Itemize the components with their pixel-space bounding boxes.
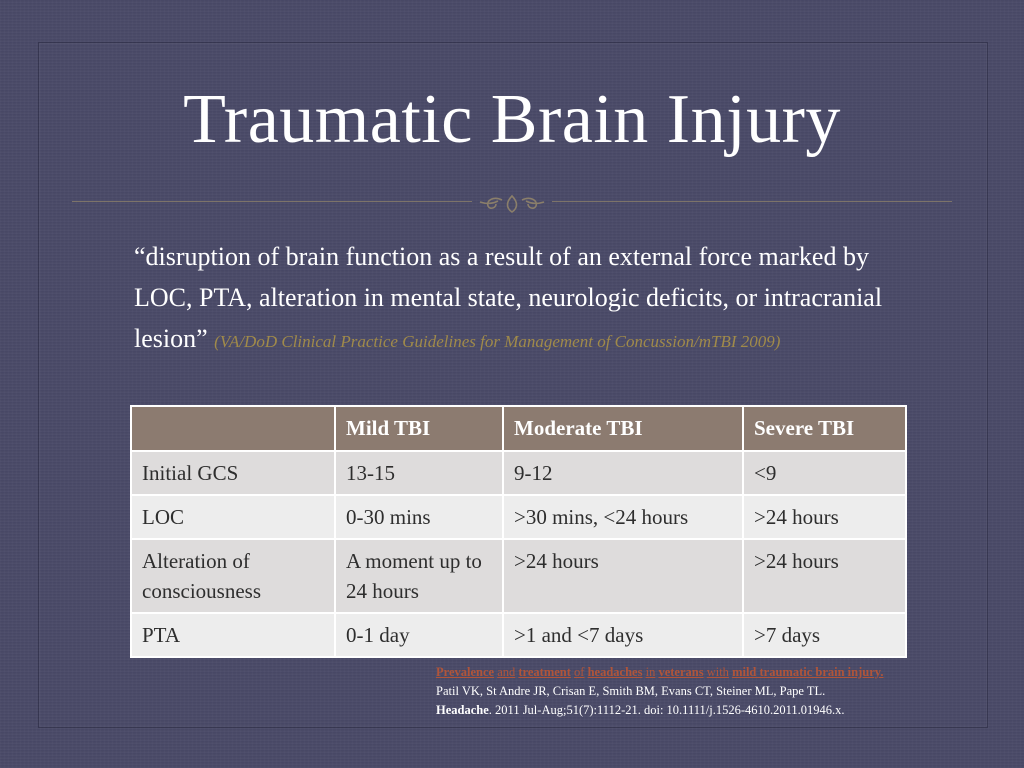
slide-title: Traumatic Brain Injury [183, 81, 841, 158]
reference-link-word[interactable]: treatment [518, 665, 571, 679]
reference-link-word[interactable]: and [497, 665, 516, 679]
tbi-severity-table [130, 405, 907, 658]
reference-link-word[interactable]: Prevalence [436, 665, 495, 679]
cell-mild: 13-15 [335, 451, 503, 495]
reference-link-word[interactable]: with [706, 665, 729, 679]
ornament-icon [476, 190, 548, 216]
reference-citation [436, 663, 996, 720]
quote-text: “disruption of brain function as a result of an external force marked by LOC, PTA, alteration in mental state, neurologic deficits, or intracranial lesion” [134, 242, 883, 353]
table-row [131, 495, 906, 539]
table-row [131, 613, 906, 657]
cell-moderate: >24 hours [503, 539, 743, 613]
reference-journal: Headache [436, 703, 489, 717]
cell-moderate: 9-12 [503, 451, 743, 495]
row-label: LOC [131, 495, 335, 539]
cell-mild: 0-30 mins [335, 495, 503, 539]
reference-title-link[interactable] [436, 663, 996, 682]
cell-moderate: >1 and <7 days [503, 613, 743, 657]
reference-journal-line [436, 701, 996, 720]
quote-citation: (VA/DoD Clinical Practice Guidelines for Management of Concussion/mTBI 2009) [214, 332, 781, 351]
row-label: Alteration of consciousness [131, 539, 335, 613]
divider-line-right [552, 201, 952, 202]
reference-details: . 2011 Jul-Aug;51(7):1112-21. doi: 10.1111/j.1526-4610.2011.01946.x. [488, 703, 845, 717]
reference-link-word[interactable]: of [574, 665, 585, 679]
cell-severe: >24 hours [743, 539, 906, 613]
header-severe: Severe TBI [743, 406, 906, 451]
divider-line-left [72, 201, 472, 202]
cell-mild: A moment up to 24 hours [335, 539, 503, 613]
table-row [131, 451, 906, 495]
table-header-row [131, 406, 906, 451]
header-mild: Mild TBI [335, 406, 503, 451]
header-blank [131, 406, 335, 451]
row-label: Initial GCS [131, 451, 335, 495]
definition-quote [134, 236, 894, 362]
cell-severe: <9 [743, 451, 906, 495]
reference-link-word[interactable]: in [645, 665, 656, 679]
reference-link-word[interactable]: mild traumatic brain injury. [732, 665, 884, 679]
cell-severe: >24 hours [743, 495, 906, 539]
row-label: PTA [131, 613, 335, 657]
header-moderate: Moderate TBI [503, 406, 743, 451]
cell-mild: 0-1 day [335, 613, 503, 657]
reference-authors: Patil VK, St Andre JR, Crisan E, Smith BM, Evans CT, Steiner ML, Pape TL. [436, 684, 826, 698]
cell-severe: >7 days [743, 613, 906, 657]
reference-link-word[interactable]: headaches [587, 665, 643, 679]
table-row [131, 539, 906, 613]
reference-link-word[interactable]: veterans [658, 665, 704, 679]
cell-moderate: >30 mins, <24 hours [503, 495, 743, 539]
